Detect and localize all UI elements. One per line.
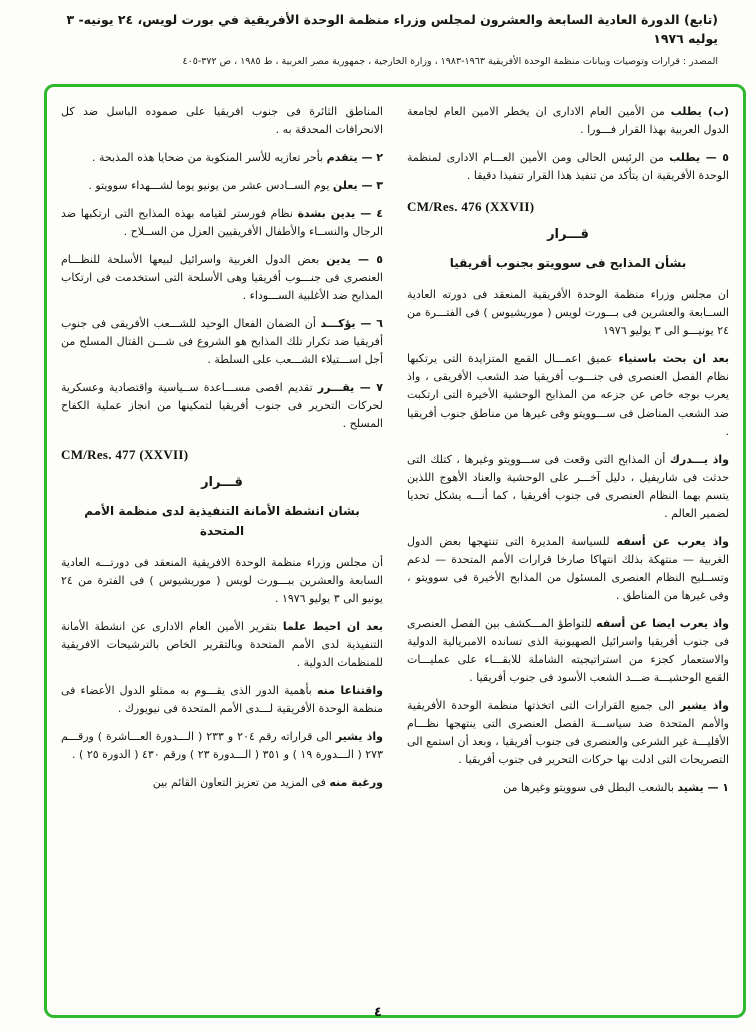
page-number: ٤ [374, 1005, 382, 1020]
paragraph-lead: واذ يعرب ايضا عن أسفه [596, 616, 729, 630]
paragraph [61, 205, 383, 241]
resolution-subject: بشأن المذابح فى سوويتو بجنوب أفريقيا [449, 256, 687, 271]
paragraph-lead: ١ — يشيد [677, 781, 729, 795]
paragraph-lead: ٤ — يدين بشدة [297, 207, 383, 221]
paragraph-text: الى جميع القرارات التى اتخذتها منظمة الوحدة الأفريقية والأمم المتحدة ضد سياســـة الفصل العنصرى التى ينتهجها نظـــام الأقليـــة غير الشرعى والعنصرى فى جنوب أفريقيا ، وبعد أن استمع الى التصريحات التى ادلت بها حركات التحرير فى جنوب أفريقيا . [407, 698, 729, 767]
paragraph [407, 615, 729, 687]
paragraph [407, 103, 729, 139]
paragraph [61, 315, 383, 369]
paragraph [61, 251, 383, 305]
paragraph-text: ان مجلس وزراء منظمة الوحدة الأفريقية المنعقد فى دورته العادية الســابعة والعشرين فى بـــورت لويس ( موريشيوس ) فى الفتـــرة من ٢٤ يونيـــو الى ٣ يوليو ١٩٧٦ [407, 288, 729, 338]
paragraph [61, 149, 383, 167]
paragraph-text: للتواطؤ المـــكشف بين الفصل العنصرى فى جنوب أفريقيا واسرائيل الصهيونية الذى تسانده الامبريالية الدولية والاستعمار كجزء من استراتيجيته الشاملة للابقـــاء على عمليـــات القمع الوحشيـــة ضـــد الشعب الأسود فى جنوب أفريقيا . [407, 616, 729, 684]
paragraph [61, 618, 383, 672]
paragraph-lead: بعد ان بحث باستياء [618, 352, 730, 366]
paragraph [61, 554, 383, 608]
paragraph-lead: واذ يعرب عن أسفه [616, 534, 729, 548]
paragraph [61, 682, 383, 718]
paragraph-text: عميق اعمـــال القمع المتزايدة التى يرتكبها نظام الفصل العنصرى فى جنـــوب أفريقيا ضد الشعب الأفريقى ، واذ يعرب بوجه خاص عن جزعه من المذابح الوحشية الأخيرة التى ارتكبت ضد الشعب المناضل فى ســـوويتو وفى غيرها من مناطق جنوب أفريقيا . [407, 352, 729, 438]
paragraph [407, 149, 729, 185]
paragraph [61, 728, 383, 764]
column-left [61, 103, 383, 1007]
paragraph-lead: ٥ — يطلب [669, 151, 729, 165]
paragraph-lead: ٦ — يؤكـــد [320, 317, 384, 331]
paragraph-text: أن مجلس وزراء منظمة الوحدة الافريقية المنعقد فى دورتـــه العادية السابعة والعشرين ببـــورت لويس ( موريشيوس ) فى الفترة من ٢٤ يونيو الى ٣ يوليو ١٩٧٦ . [61, 555, 383, 605]
paragraph [407, 350, 729, 440]
paragraph [407, 779, 729, 797]
paragraph-text: بالشعب البطل فى سوويتو وغيرها من [503, 781, 678, 795]
paragraph-text: فى المزيد من تعزيز التعاون القائم بين [152, 776, 330, 790]
paragraph [407, 697, 729, 769]
paragraph-text: يوم الســادس عشر من يونيو يوما لشـــهداء سوويتو . [88, 179, 333, 193]
paragraph-text: بتقرير الأمين العام الادارى عن انشطة الأمانة التنفيذية لدى الأمم المتحدة وبالتقرير الخاص بالترشيحات الافريقية للمنظمات الدولية . [61, 619, 383, 669]
document-header [38, 10, 718, 67]
paragraph-lead: بعد ان احيط علما [282, 619, 383, 633]
paragraph-text: من الرئيس الحالى ومن الأمين العـــام الادارى لمنظمة الوحدة الأفريقية ان يتأكد من تنفيذ هذا القرار تنفيذا دقيقا . [407, 151, 729, 183]
paragraph-lead: واذ يـــدرك [669, 452, 730, 466]
paragraph [407, 451, 729, 523]
paragraph-text: أن الضمان الفعال الوحيد للشـــعب الأفريقى فى جنوب أفريقيا ضد تكرار تلك المذابح هو الشروع فى شـــن القتال المسلح من أجل اســـتيلاء الشـــعب على السلطة . [61, 317, 383, 367]
paragraph-text: بعض الدول الغربية واسرائيل لبيعها الأسلحة للنظـــام العنصرى فى جنـــوب أفريقيا وهى الأسلحة التى استخدمت فى ارتكاب المذابح ضد الأغلبية الســـوداء . [61, 253, 383, 303]
paragraph-lead: ورغبة منه [329, 776, 383, 790]
paragraph [61, 379, 383, 433]
paragraph-text: للسياسة المديرة التى تنتهجها بعض الدول الغربية — منتهكة بذلك انتهاكا صارخا قرارات الأمم المتحدة — لدعم وتســليح النظام العنصرى المسئول من المذابح الأخيرة فى سوويتو ، وفى غيرها من المناطق . [407, 534, 729, 602]
paragraph-lead: ٥ — يدين [326, 253, 383, 267]
paragraph-text: بأهمية الدور الذى يقـــوم به ممثلو الدول الأعضاء فى منظمة الوحدة الأفريقية لـــدى الأمم المتحدة فى نيويورك . [61, 684, 383, 716]
resolution-code: CM/Res. 477 (XXVII) [61, 447, 189, 463]
resolution-subject: بشان انشطة الأمانة التنفيذية لدى منظمة الأمم المتحدة [84, 504, 360, 538]
resolution-title: قـــرار [547, 227, 589, 243]
paragraph-text: المناطق الثائرة فى جنوب افريقيا على صموده الباسل ضد كل الانحرافات المحدقة به . [61, 105, 383, 137]
header-source-line: المصدر : قرارات وتوصيات وبيانات منظمة الوحدة الأفريقية ١٩٦٣-١٩٨٣ ، وزارة الخارجية ، جمهورية مصر العربية ، ط ١٩٨٥ ، ص ٣٧٢-٤٠٥ [182, 55, 718, 67]
content-frame [44, 84, 746, 1018]
header-session-line: (تابع) الدورة العادية السابعة والعشرون لمجلس وزراء منظمة الوحدة الأفريقية في بورت لويس، ٢٤ يونيه- ٣ يوليه ١٩٧٦ [66, 12, 718, 47]
resolution-code: CM/Res. 476 (XXVII) [407, 199, 535, 215]
paragraph-text: بأحر تعازيه للأسر المنكوبة من ضحايا هذه المذبحة . [92, 151, 327, 165]
column-right [407, 103, 729, 1007]
paragraph-lead: (ب) يطلب [670, 105, 730, 118]
paragraph [407, 533, 729, 605]
paragraph-lead: ٢ — يتقدم [326, 151, 383, 165]
paragraph-text: تقديم اقصى مســـاعدة ســياسية واقتصادية وعسكرية لحركات التحرير فى جنوب أفريقيا لتمكينها من انجاز عملية الكفاح المسلح . [61, 381, 383, 431]
resolution-title: قـــرار [201, 475, 243, 491]
paragraph-text: من الأمين العام الادارى ان يخطر الامين العام لجامعة الدول العربية بهذا القرار فـــورا . [407, 105, 729, 137]
paragraph-text: نظام فورستر لقيامه بهذه المذابح التى ارتكبها ضد الرجال والنســاء والأطفال الأفريقيين العزل من الســلاح . [61, 207, 383, 239]
paragraph-lead: واذ يشير [335, 730, 383, 744]
paragraph [61, 774, 383, 792]
paragraph-lead: ٧ — يقـــرر [317, 381, 383, 395]
paragraph-lead: واقتناعا منه [317, 684, 383, 698]
paragraph-lead: ٣ — يعلن [332, 179, 383, 193]
paragraph-text: أن المذابح التى وقعت فى ســـوويتو وغيرها ، كتلك التى حدثت فى شاريفيل ، دليل آخـــر على الوحشية والعناد الأهوج اللذين يتسم بهما النظام العنصرى فى جنوب أفريقيا ، كما أنـــه يشكل تحديا لضمير العالم . [407, 452, 729, 520]
paragraph-text: الى قراراته رقم ٢٠٤ و ٢٣٣ ( الـــدورة العـــاشرة ) ورقـــم ٢٧٣ ( الـــدورة ١٩ ) و ٣٥١ ( الـــدورة ٢٣ ) ورقم ٤٣٠ ( الدورة ٢٥ ) . [61, 730, 383, 762]
paragraph [61, 177, 383, 195]
paragraph [61, 103, 383, 139]
paragraph [407, 286, 729, 340]
paragraph-lead: واذ يشير [679, 698, 729, 712]
